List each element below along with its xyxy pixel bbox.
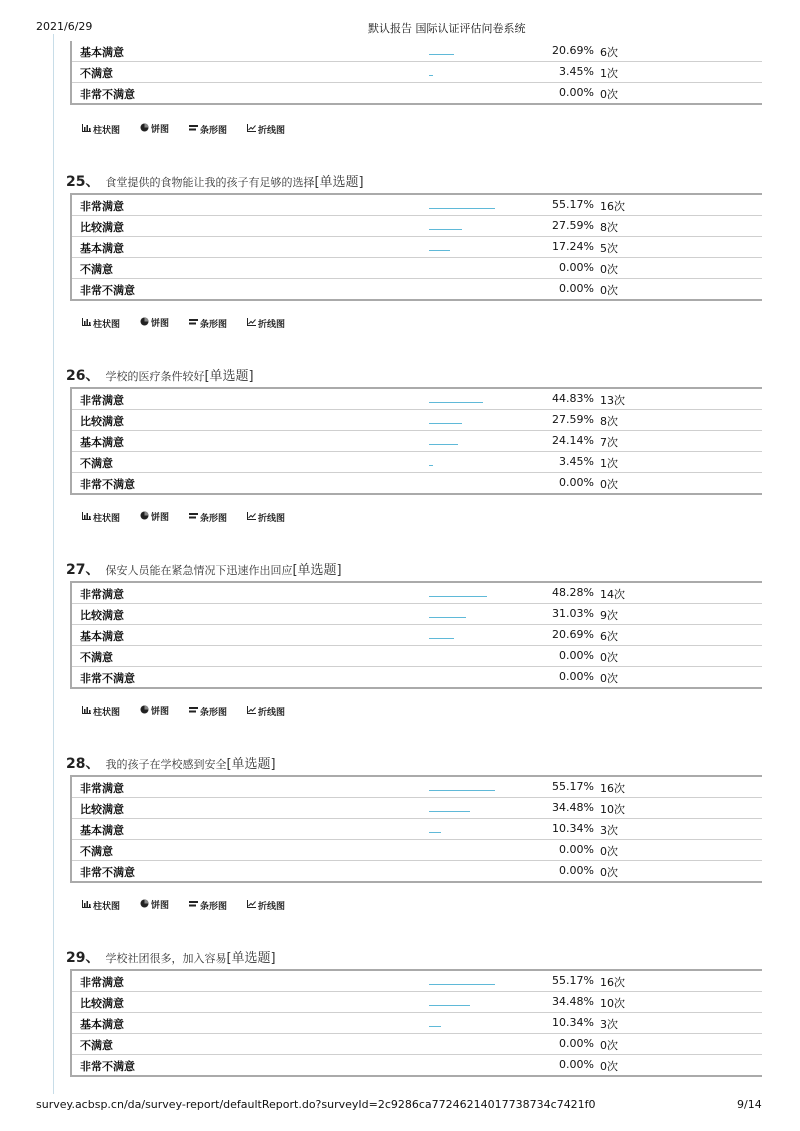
chart-type-toolbar <box>82 898 305 912</box>
question-title <box>66 365 254 385</box>
question-type: [单选题] <box>314 175 364 190</box>
option-percent: 55.17% <box>552 780 594 793</box>
chart-button-label: 柱状图 <box>93 707 121 718</box>
chart-button-label: 折线图 <box>258 513 286 524</box>
option-count: 16次 <box>600 782 625 795</box>
option-count: 0次 <box>600 88 618 101</box>
percent-bar <box>429 423 462 424</box>
table-row <box>72 430 762 451</box>
percent-bar <box>429 250 450 251</box>
question-number: 28、 <box>66 756 100 772</box>
table-row <box>72 1012 762 1033</box>
option-count: 16次 <box>600 976 625 989</box>
horizontal-bar-button[interactable] <box>189 317 227 330</box>
option-label: 不满意 <box>80 1039 113 1052</box>
table-row <box>72 583 762 603</box>
line-chart-button[interactable] <box>247 123 285 136</box>
percent-bar <box>429 208 495 209</box>
percent-bar <box>429 1005 470 1006</box>
horizontal-bar-button[interactable] <box>189 705 227 718</box>
chart-button-label: 折线图 <box>258 319 286 330</box>
chart-button-label: 柱状图 <box>93 125 121 136</box>
table-row <box>72 61 762 82</box>
option-percent: 27.59% <box>552 219 594 232</box>
option-count: 0次 <box>600 672 618 685</box>
chart-button-label: 饼图 <box>151 319 170 329</box>
option-percent: 20.69% <box>552 44 594 57</box>
option-percent: 34.48% <box>552 801 594 814</box>
option-label: 不满意 <box>80 67 113 80</box>
option-label: 比较满意 <box>80 803 124 816</box>
percent-bar <box>429 596 487 597</box>
bar-chart-icon <box>82 900 93 911</box>
option-label: 基本满意 <box>80 630 124 643</box>
table-row <box>72 236 762 257</box>
question-title <box>66 753 276 773</box>
header-date: 2021/6/29 <box>36 20 93 33</box>
question-number: 25、 <box>66 174 100 190</box>
option-count: 0次 <box>600 478 618 491</box>
horizontal-bar-icon <box>189 512 200 523</box>
option-percent: 0.00% <box>559 843 594 856</box>
option-count: 1次 <box>600 67 618 80</box>
option-label: 非常不满意 <box>80 866 135 879</box>
bar-chart-icon <box>82 706 93 717</box>
option-percent: 34.48% <box>552 995 594 1008</box>
percent-bar <box>429 811 470 812</box>
chart-button-label: 条形图 <box>200 319 228 330</box>
option-count: 0次 <box>600 1039 618 1052</box>
table-row <box>72 666 762 687</box>
option-label: 非常不满意 <box>80 284 135 297</box>
option-count: 3次 <box>600 824 618 837</box>
horizontal-bar-button[interactable] <box>189 511 227 524</box>
options-table <box>70 387 762 495</box>
bar-chart-button[interactable] <box>82 899 120 912</box>
question-number: 27、 <box>66 562 100 578</box>
pie-chart-button[interactable] <box>140 704 169 717</box>
table-row <box>72 278 762 299</box>
options-table <box>70 41 762 105</box>
option-percent: 0.00% <box>559 1058 594 1071</box>
percent-bar <box>429 617 466 618</box>
option-label: 非常不满意 <box>80 672 135 685</box>
option-count: 0次 <box>600 651 618 664</box>
options-table <box>70 775 762 883</box>
option-label: 非常满意 <box>80 976 124 989</box>
chart-button-label: 折线图 <box>258 707 286 718</box>
question-title <box>66 947 276 967</box>
option-count: 1次 <box>600 457 618 470</box>
bar-chart-icon <box>82 124 93 135</box>
option-label: 不满意 <box>80 263 113 276</box>
option-percent: 0.00% <box>559 1037 594 1050</box>
option-count: 0次 <box>600 284 618 297</box>
chart-button-label: 条形图 <box>200 513 228 524</box>
table-row <box>72 1033 762 1054</box>
option-label: 基本满意 <box>80 824 124 837</box>
option-count: 8次 <box>600 415 618 428</box>
option-count: 0次 <box>600 263 618 276</box>
table-row <box>72 777 762 797</box>
line-chart-icon <box>247 706 258 717</box>
option-label: 不满意 <box>80 651 113 664</box>
table-row <box>72 971 762 991</box>
options-table <box>70 969 762 1077</box>
option-percent: 10.34% <box>552 822 594 835</box>
table-row <box>72 860 762 881</box>
percent-bar <box>429 465 433 466</box>
option-percent: 3.45% <box>559 455 594 468</box>
question-text: 学校社团很多，加入容易 <box>105 952 227 965</box>
table-row <box>72 1054 762 1075</box>
option-label: 基本满意 <box>80 242 124 255</box>
table-row <box>72 991 762 1012</box>
percent-bar <box>429 790 495 791</box>
pie-chart-button[interactable] <box>140 898 169 911</box>
table-row <box>72 257 762 278</box>
option-count: 6次 <box>600 630 618 643</box>
line-chart-icon <box>247 900 258 911</box>
pie-chart-icon <box>140 511 151 523</box>
option-label: 非常满意 <box>80 394 124 407</box>
percent-bar <box>429 984 495 985</box>
bar-chart-icon <box>82 318 93 329</box>
pie-chart-icon <box>140 705 151 717</box>
option-label: 比较满意 <box>80 609 124 622</box>
table-row <box>72 472 762 493</box>
option-label: 非常不满意 <box>80 1060 135 1073</box>
option-percent: 3.45% <box>559 65 594 78</box>
chart-button-label: 饼图 <box>151 125 170 135</box>
option-percent: 31.03% <box>552 607 594 620</box>
option-label: 基本满意 <box>80 436 124 449</box>
chart-button-label: 饼图 <box>151 513 170 523</box>
table-row <box>72 645 762 666</box>
option-label: 比较满意 <box>80 415 124 428</box>
option-label: 基本满意 <box>80 46 124 59</box>
percent-bar <box>429 444 458 445</box>
question-number: 26、 <box>66 368 100 384</box>
option-count: 8次 <box>600 221 618 234</box>
pie-chart-button[interactable] <box>140 316 169 329</box>
line-chart-icon <box>247 318 258 329</box>
side-divider <box>53 34 54 1094</box>
chart-button-label: 柱状图 <box>93 901 121 912</box>
chart-type-toolbar <box>82 316 305 330</box>
option-count: 16次 <box>600 200 625 213</box>
option-count: 3次 <box>600 1018 618 1031</box>
question-title <box>66 559 342 579</box>
option-count: 10次 <box>600 997 625 1010</box>
horizontal-bar-button[interactable] <box>189 899 227 912</box>
percent-bar <box>429 229 462 230</box>
table-row <box>72 624 762 645</box>
question-text: 学校的医疗条件较好 <box>105 370 205 383</box>
option-percent: 55.17% <box>552 198 594 211</box>
option-percent: 55.17% <box>552 974 594 987</box>
option-percent: 48.28% <box>552 586 594 599</box>
option-percent: 0.00% <box>559 476 594 489</box>
bar-chart-button[interactable] <box>82 511 120 524</box>
percent-bar <box>429 832 441 833</box>
option-count: 10次 <box>600 803 625 816</box>
line-chart-button[interactable] <box>247 317 285 330</box>
pie-chart-icon <box>140 123 151 135</box>
bar-chart-button[interactable] <box>82 705 120 718</box>
table-row <box>72 839 762 860</box>
percent-bar <box>429 75 433 76</box>
options-table <box>70 581 762 689</box>
table-row <box>72 389 762 409</box>
header-title: 默认报告 国际认证评估问卷系统 <box>368 22 526 35</box>
table-row <box>72 818 762 839</box>
table-row <box>72 82 762 103</box>
line-chart-icon <box>247 512 258 523</box>
chart-type-toolbar <box>82 510 305 524</box>
chart-button-label: 饼图 <box>151 707 170 717</box>
question-text: 食堂提供的食物能让我的孩子有足够的选择 <box>105 176 315 189</box>
option-percent: 44.83% <box>552 392 594 405</box>
option-percent: 0.00% <box>559 86 594 99</box>
option-label: 比较满意 <box>80 221 124 234</box>
question-type: [单选题] <box>204 369 254 384</box>
option-count: 9次 <box>600 609 618 622</box>
question-title <box>66 171 364 191</box>
pie-chart-icon <box>140 317 151 329</box>
chart-type-toolbar <box>82 122 305 136</box>
option-count: 13次 <box>600 394 625 407</box>
line-chart-button[interactable] <box>247 705 285 718</box>
option-percent: 0.00% <box>559 649 594 662</box>
pie-chart-button[interactable] <box>140 510 169 523</box>
percent-bar <box>429 402 483 403</box>
horizontal-bar-icon <box>189 124 200 135</box>
option-percent: 24.14% <box>552 434 594 447</box>
pie-chart-button[interactable] <box>140 122 169 135</box>
percent-bar <box>429 54 454 55</box>
percent-bar <box>429 638 454 639</box>
bar-chart-icon <box>82 512 93 523</box>
option-count: 7次 <box>600 436 618 449</box>
option-label: 基本满意 <box>80 1018 124 1031</box>
option-percent: 0.00% <box>559 282 594 295</box>
option-count: 0次 <box>600 845 618 858</box>
question-type: [单选题] <box>292 563 342 578</box>
option-percent: 17.24% <box>552 240 594 253</box>
pie-chart-icon <box>140 899 151 911</box>
chart-type-toolbar <box>82 704 305 718</box>
bar-chart-button[interactable] <box>82 123 120 136</box>
question-text: 保安人员能在紧急情况下迅速作出回应 <box>105 564 293 577</box>
line-chart-button[interactable] <box>247 899 285 912</box>
table-row <box>72 41 762 61</box>
options-table <box>70 193 762 301</box>
chart-button-label: 折线图 <box>258 901 286 912</box>
option-count: 14次 <box>600 588 625 601</box>
table-row <box>72 215 762 236</box>
chart-button-label: 柱状图 <box>93 319 121 330</box>
percent-bar <box>429 1026 441 1027</box>
bar-chart-button[interactable] <box>82 317 120 330</box>
line-chart-icon <box>247 124 258 135</box>
footer-page-number: 9/14 <box>737 1098 762 1111</box>
option-percent: 0.00% <box>559 261 594 274</box>
option-label: 非常不满意 <box>80 478 135 491</box>
option-label: 非常满意 <box>80 588 124 601</box>
horizontal-bar-icon <box>189 900 200 911</box>
horizontal-bar-icon <box>189 706 200 717</box>
question-number: 29、 <box>66 950 100 966</box>
chart-button-label: 条形图 <box>200 125 228 136</box>
option-label: 非常满意 <box>80 200 124 213</box>
chart-button-label: 条形图 <box>200 901 228 912</box>
option-percent: 10.34% <box>552 1016 594 1029</box>
table-row <box>72 451 762 472</box>
footer-url: survey.acbsp.cn/da/survey-report/defaultReport.do?surveyId=2c9286ca772462140177387​34c7421f0 <box>36 1098 596 1111</box>
option-label: 非常满意 <box>80 782 124 795</box>
option-count: 0次 <box>600 866 618 879</box>
question-type: [单选题] <box>226 757 276 772</box>
option-count: 0次 <box>600 1060 618 1073</box>
line-chart-button[interactable] <box>247 511 285 524</box>
option-label: 非常不满意 <box>80 88 135 101</box>
chart-button-label: 饼图 <box>151 901 170 911</box>
option-count: 6次 <box>600 46 618 59</box>
option-label: 比较满意 <box>80 997 124 1010</box>
option-count: 5次 <box>600 242 618 255</box>
chart-button-label: 条形图 <box>200 707 228 718</box>
question-type: [单选题] <box>226 951 276 966</box>
option-percent: 0.00% <box>559 670 594 683</box>
table-row <box>72 409 762 430</box>
question-text: 我的孩子在学校感到安全 <box>105 758 227 771</box>
horizontal-bar-icon <box>189 318 200 329</box>
horizontal-bar-button[interactable] <box>189 123 227 136</box>
option-label: 不满意 <box>80 457 113 470</box>
chart-button-label: 折线图 <box>258 125 286 136</box>
table-row <box>72 195 762 215</box>
chart-button-label: 柱状图 <box>93 513 121 524</box>
table-row <box>72 797 762 818</box>
table-row <box>72 603 762 624</box>
option-label: 不满意 <box>80 845 113 858</box>
option-percent: 20.69% <box>552 628 594 641</box>
option-percent: 0.00% <box>559 864 594 877</box>
option-percent: 27.59% <box>552 413 594 426</box>
